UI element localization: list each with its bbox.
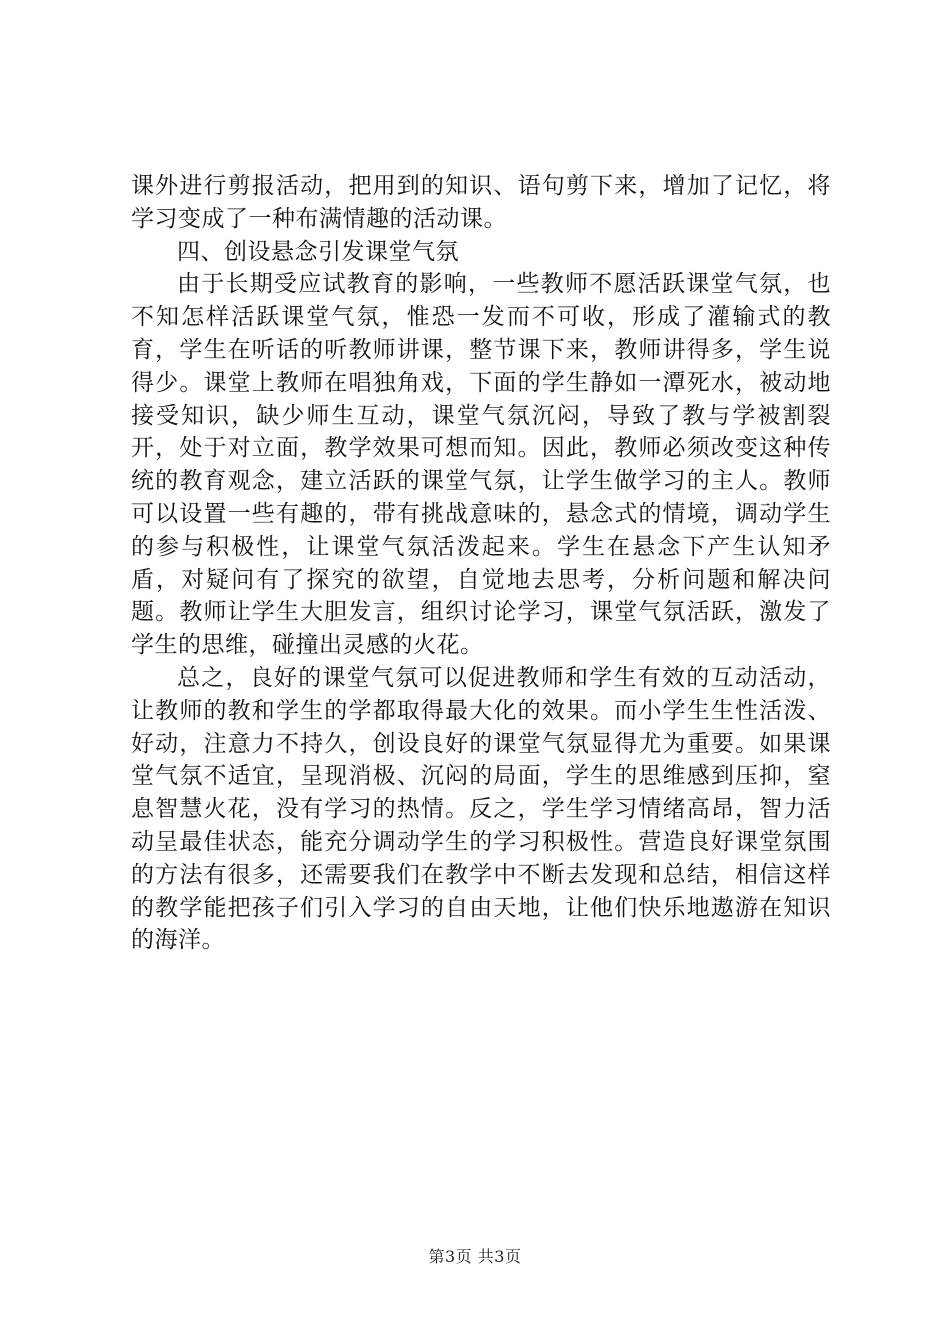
section-heading: 四、创设悬念引发课堂气氛 <box>177 238 459 265</box>
page-number-footer: 第3页 共3页 <box>428 1247 522 1266</box>
document-body <box>131 170 831 957</box>
paragraph-conclusion: 总之，良好的课堂气氛可以促进教师和学生有效的互动活动，让教师的教和学生的学都取得最大化的效果。而小学生生性活泼、好动，注意力不持久，创设良好的课堂气氛显得尤为重要。如果课堂气氛不适宜，呈现消极、沉闷的局面，学生的思维感到压抑，窒息智慧火花，没有学习的热情。反之，学生学习情绪高昂，智力活动呈最佳状态，能充分调动学生的学习积极性。营造良好课堂氛围的方法有很多，还需要我们在教学中不断去发现和总结，相信这样的教学能把孩子们引入学习的自由天地，让他们快乐地遨游在知识的海洋。 <box>131 664 831 954</box>
paragraph-body: 由于长期受应试教育的影响，一些教师不愿活跃课堂气氛，也不知怎样活跃课堂气氛，惟恐一发而不可收，形成了灌输式的教育，学生在听话的听教师讲课，整节课下来，教师讲得多，学生说得少。课堂上教师在唱独角戏，下面的学生静如一潭死水，被动地接受知识，缺少师生互动，课堂气氛沉闷，导致了教与学被割裂开，处于对立面，教学效果可想而知。因此，教师必须改变这种传统的教育观念，建立活跃的课堂气氛，让学生做学习的主人。教师可以设置一些有趣的，带有挑战意味的，悬念式的情境，调动学生的参与积极性，让课堂气氛活泼起来。学生在悬念下产生认知矛盾，对疑问有了探究的欲望，自觉地去思考，分析问题和解决问题。教师让学生大胆发言，组织讨论学习，课堂气氛活跃，激发了学生的思维，碰撞出灵感的火花。 <box>131 271 831 659</box>
paragraph-continuation: 课外进行剪报活动，把用到的知识、语句剪下来，增加了记忆，将学习变成了一种布满情趣的活动课。 <box>131 173 831 232</box>
